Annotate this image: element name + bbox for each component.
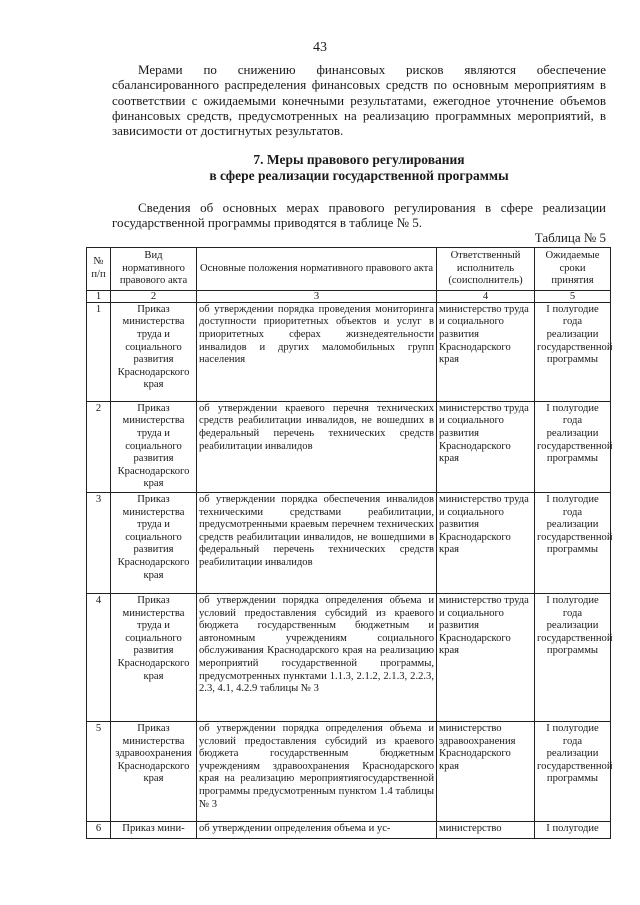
executor-cell: министерство труда и социального развития Краснодарского края — [437, 492, 535, 593]
act-type-cell: Приказ мини- — [111, 821, 197, 838]
column-number: 4 — [437, 290, 535, 302]
header-provisions: Основные положения нормативного правового акта — [197, 248, 437, 291]
column-number: 1 — [87, 290, 111, 302]
table-header-row — [87, 248, 611, 291]
page-number: 43 — [313, 40, 327, 55]
term-cell: I полугодие года реализации государственной программы — [535, 492, 611, 593]
row-number: 1 — [87, 302, 111, 401]
legal-acts-table — [86, 247, 611, 839]
executor-cell: министерство труда и социального развития Краснодарского края — [437, 593, 535, 721]
column-number-row — [87, 290, 611, 302]
act-type-cell: Приказ министерства труда и социального развития Краснодарского края — [111, 401, 197, 492]
row-number: 2 — [87, 401, 111, 492]
table-row — [87, 721, 611, 821]
table-row — [87, 302, 611, 401]
column-number: 2 — [111, 290, 197, 302]
provisions-cell: об утверждении порядка проведения мониторинга доступности приоритетных объектов и услуг в приоритетных сферах жизнедеятельности инвалидов и других маломобильных групп населения — [197, 302, 437, 401]
section-heading-line2: в сфере реализации государственной программы — [209, 168, 509, 183]
table-label: Таблица № 5 — [534, 230, 606, 245]
term-cell: I полугодие года реализации государственной программы — [535, 302, 611, 401]
term-cell: I полугодие года реализации государственной программы — [535, 401, 611, 492]
section-heading — [112, 152, 606, 184]
act-type-cell: Приказ министерства здравоохранения Краснодарского края — [111, 721, 197, 821]
provisions-cell: об утверждении краевого перечня технических средств реабилитации инвалидов, не вошедших в федеральный перечень технических средств реабилитации инвалидов — [197, 401, 437, 492]
row-number: 3 — [87, 492, 111, 593]
intro-paragraph: Мерами по снижению финансовых рисков являются обеспечение сбалансированного распределения финансовых средств по основным мероприятиям в соответствии с ожидаемыми конечными результатами, ежегодное уточнение объемов финансовых средств, предусмотренных на реализацию программных мероприятий, в зависимости от достигнутых результатов. — [112, 62, 606, 139]
term-cell: I полугодие года реализации государственной программы — [535, 593, 611, 721]
table-row — [87, 492, 611, 593]
term-cell: I полугодие — [535, 821, 611, 838]
row-number: 5 — [87, 721, 111, 821]
header-executor: Ответственный исполнитель (соисполнитель) — [437, 248, 535, 291]
term-cell: I полугодие года реализации государственной программы — [535, 721, 611, 821]
header-act-type: Вид нормативного правового акта — [111, 248, 197, 291]
provisions-cell: об утверждении порядка обеспечения инвалидов техническими средствами реабилитации, предусмотренными краевым перечнем технических средств реабилитации инвалидов, не вошедшими в федеральный перечень технических средств реабилитации инвалидов — [197, 492, 437, 593]
row-number: 4 — [87, 593, 111, 721]
column-number: 5 — [535, 290, 611, 302]
header-term: Ожидаемые сроки принятия — [535, 248, 611, 291]
row-number: 6 — [87, 821, 111, 838]
executor-cell: министерство — [437, 821, 535, 838]
table-row — [87, 401, 611, 492]
header-no: № п/п — [87, 248, 111, 291]
table-row — [87, 821, 611, 838]
provisions-cell: об утверждении порядка определения объема и условий предоставления субсидий из краевого бюджета государственным бюджетным и автономным учреждениям социального обслуживания Краснодарского края на реализацию мероприятий государственной программы, предусмотренных пунктами 1.1.3, 2.1.2, 2.1.3, 2.2.3, 2.3, 4.1, 4.2.9 таблицы № 3 — [197, 593, 437, 721]
executor-cell: министерство труда и социального развития Краснодарского края — [437, 401, 535, 492]
section-heading-line1: 7. Меры правового регулирования — [253, 152, 465, 167]
table-row — [87, 593, 611, 721]
act-type-cell: Приказ министерства труда и социального развития Краснодарского края — [111, 492, 197, 593]
executor-cell: министерство труда и социального развития Краснодарского края — [437, 302, 535, 401]
act-type-cell: Приказ министерства труда и социального развития Краснодарского края — [111, 593, 197, 721]
provisions-cell: об утверждении определения объема и ус- — [197, 821, 437, 838]
executor-cell: министерство здравоохранения Краснодарского края — [437, 721, 535, 821]
act-type-cell: Приказ министерства труда и социального развития Краснодарского края — [111, 302, 197, 401]
column-number: 3 — [197, 290, 437, 302]
provisions-cell: об утверждении порядка определения объема и условий предоставления субсидий из краевого бюджета государственным бюджетным учреждениям здравоохранения Краснодарского края на реализацию мероприятиягосударственной программы предусмотренным пунктом 1.4 таблицы № 3 — [197, 721, 437, 821]
section-paragraph: Сведения об основных мерах правового регулирования в сфере реализации государственной программы приводятся в таблице № 5. — [112, 200, 606, 231]
